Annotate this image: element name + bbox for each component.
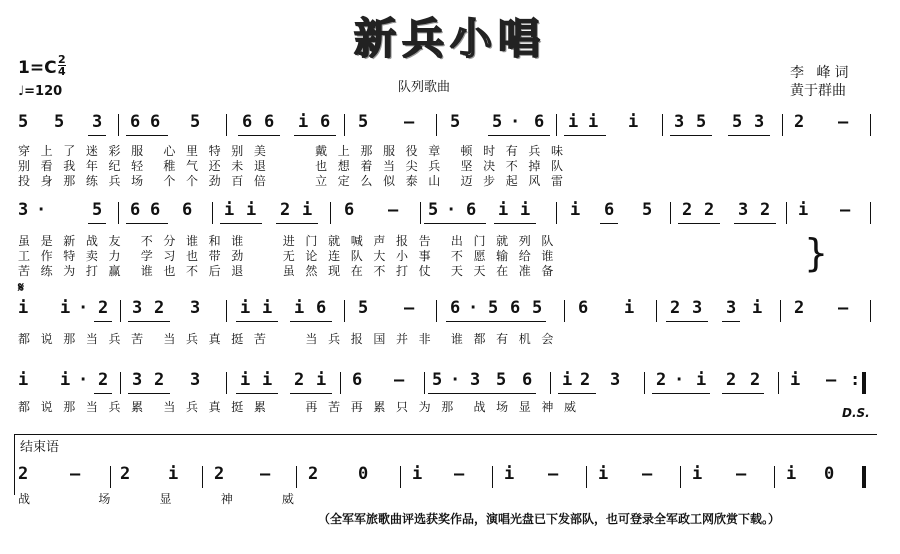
repeat-dots: :	[850, 370, 861, 390]
note: 6	[466, 200, 477, 220]
underline	[94, 393, 112, 394]
barline	[424, 372, 425, 394]
barline	[296, 466, 297, 488]
barline	[786, 202, 787, 224]
note: 5	[488, 298, 499, 318]
lyric-verse-3: 苦 练 为 打 赢 谁 也 不 后 退 虽 然 现 在 不 打 仗 天 天 在 准 备	[18, 264, 555, 278]
note: 5	[432, 370, 443, 390]
underline	[94, 321, 112, 322]
note: 5	[92, 200, 103, 220]
note: i	[692, 464, 703, 484]
key-signature: 1=C	[18, 58, 57, 78]
note: –	[642, 464, 653, 484]
underline	[126, 135, 168, 136]
lyric-verse-2: 别 看 我 年 纪 轻 稚 气 还 未 退 也 想 着 当 尖 兵 坚 决 不 掉 队	[18, 159, 564, 173]
note: 5	[428, 200, 439, 220]
note: 3	[132, 370, 143, 390]
note: i	[168, 464, 179, 484]
note: 6	[130, 112, 141, 132]
note: 6	[182, 200, 193, 220]
barline	[120, 372, 121, 394]
underline	[428, 393, 536, 394]
note: i	[786, 464, 797, 484]
note: –	[826, 370, 837, 390]
note: i	[752, 298, 763, 318]
underline	[558, 393, 596, 394]
note: i	[798, 200, 809, 220]
footnote: （全军军旅歌曲评选获奖作品，演唱光盘已下发部队，也可登录全军政工网欣赏下载。）	[318, 512, 781, 526]
barline	[344, 300, 345, 322]
barline	[778, 372, 779, 394]
note: 2	[280, 200, 291, 220]
note: 2	[580, 370, 591, 390]
note: 6	[344, 200, 355, 220]
barline	[110, 466, 111, 488]
note: i	[262, 298, 273, 318]
underline	[220, 223, 262, 224]
underline	[128, 321, 170, 322]
note: 2	[704, 200, 715, 220]
barline	[436, 114, 437, 136]
barline	[436, 300, 437, 322]
note: 6	[522, 370, 533, 390]
note: 5	[532, 298, 543, 318]
barline	[656, 300, 657, 322]
underline	[128, 393, 170, 394]
barline	[782, 114, 783, 136]
note: i	[790, 370, 801, 390]
note: i	[316, 370, 327, 390]
note: 2	[294, 370, 305, 390]
note: 6	[150, 112, 161, 132]
note: i	[412, 464, 423, 484]
note: 3	[92, 112, 103, 132]
augmentation-dot: ·	[36, 200, 47, 220]
note: 3	[738, 200, 749, 220]
lyric-verse-2: 工 作 特 卖 力 学 习 也 带 劲 无 论 连 队 大 小 事 不 愿 输 给 谁	[18, 249, 555, 263]
underline	[564, 135, 606, 136]
note: 6	[604, 200, 615, 220]
note: 3	[692, 298, 703, 318]
notation-line-1	[14, 112, 878, 136]
note: i	[18, 370, 29, 390]
underline	[488, 135, 550, 136]
barline	[118, 114, 119, 136]
note: –	[70, 464, 81, 484]
note: i	[294, 298, 305, 318]
underline	[294, 135, 336, 136]
note: –	[548, 464, 559, 484]
underline	[734, 223, 776, 224]
note: i	[598, 464, 609, 484]
song-genre: 队列歌曲	[398, 80, 451, 95]
meter-bottom: 4	[58, 65, 66, 78]
barline	[226, 372, 227, 394]
note: 2	[98, 298, 109, 318]
underline	[236, 321, 278, 322]
barline	[340, 372, 341, 394]
note: –	[838, 298, 849, 318]
note: i	[262, 370, 273, 390]
note: 2	[98, 370, 109, 390]
note: 2	[656, 370, 667, 390]
augmentation-dot: ·	[450, 370, 461, 390]
underline	[652, 393, 710, 394]
note: i	[570, 200, 581, 220]
repeat-barline	[862, 372, 866, 394]
barline	[564, 300, 565, 322]
barline	[344, 114, 345, 136]
note: i	[298, 112, 309, 132]
barline	[400, 466, 401, 488]
note: –	[404, 298, 415, 318]
augmentation-dot: ·	[78, 298, 89, 318]
note: 6	[316, 298, 327, 318]
note: i	[498, 200, 509, 220]
note: 2	[154, 370, 165, 390]
note: 2	[682, 200, 693, 220]
note: 2	[794, 112, 805, 132]
underline	[236, 393, 278, 394]
note: i	[504, 464, 515, 484]
note: i	[60, 298, 71, 318]
note: i	[224, 200, 235, 220]
barline	[492, 466, 493, 488]
note: 2	[760, 200, 771, 220]
note: 2	[726, 370, 737, 390]
note: 0	[358, 464, 369, 484]
note: 6	[130, 200, 141, 220]
barline	[556, 114, 557, 136]
note: –	[260, 464, 271, 484]
notation-line-4	[14, 370, 878, 394]
note: 5	[358, 298, 369, 318]
note: 2	[308, 464, 319, 484]
underline	[446, 321, 546, 322]
composer-credit: 黄于群曲	[790, 83, 846, 99]
note: 3	[754, 112, 765, 132]
barline	[662, 114, 663, 136]
note: 3	[18, 200, 29, 220]
note: 5	[496, 370, 507, 390]
note: 5	[18, 112, 29, 132]
underline	[670, 135, 712, 136]
lyricist-credit: 李 峰词	[790, 65, 853, 81]
barline	[644, 372, 645, 394]
barline	[226, 300, 227, 322]
note: i	[562, 370, 573, 390]
lyric-refrain-2: 都 说 那 当 兵 累 当 兵 真 挺 累 再 苦 再 累 只 为 那 战 场 显 神 威	[18, 400, 577, 414]
note: i	[18, 298, 29, 318]
brace-icon: }	[804, 231, 829, 275]
meter-top: 2	[58, 53, 66, 66]
lyric-verse-1: 穿 上 了 迷 彩 服 心 里 特 别 美 戴 上 那 服 役 章 顿 时 有 兵 味	[18, 144, 564, 158]
note: i	[696, 370, 707, 390]
note: 5	[492, 112, 503, 132]
barline	[670, 202, 671, 224]
note: 5	[450, 112, 461, 132]
note: 3	[190, 370, 201, 390]
song-title: 新兵小唱	[353, 14, 546, 63]
barline	[870, 300, 871, 322]
augmentation-dot: ·	[78, 370, 89, 390]
augmentation-dot: ·	[674, 370, 685, 390]
barline	[550, 372, 551, 394]
lyric-verse-3: 投 身 那 练 兵 场 个 个 劲 百 倍 立 定 么 似 泰 山 迈 步 起 风 雷	[18, 174, 564, 188]
note: i	[60, 370, 71, 390]
note: 6	[150, 200, 161, 220]
note: 6	[534, 112, 545, 132]
barline	[870, 202, 871, 224]
note: 6	[352, 370, 363, 390]
final-barline	[862, 466, 866, 488]
note: 5	[732, 112, 743, 132]
notation-line-2	[14, 200, 878, 224]
dal-segno-marking: D.S.	[842, 406, 870, 420]
note: i	[240, 370, 251, 390]
lyric-verse-1: 虽 是 新 战 友 不 分 谁 和 谁 进 门 就 喊 声 报 告 出 门 就 列 队	[18, 234, 555, 248]
underline	[722, 393, 764, 394]
underline	[276, 223, 318, 224]
underline	[290, 393, 332, 394]
note: –	[838, 112, 849, 132]
note: 2	[154, 298, 165, 318]
note: i	[240, 298, 251, 318]
note: 5	[696, 112, 707, 132]
note: 6	[578, 298, 589, 318]
underline	[666, 321, 708, 322]
note: 2	[750, 370, 761, 390]
note: i	[568, 112, 579, 132]
note: i	[302, 200, 313, 220]
note: –	[394, 370, 405, 390]
note: 6	[242, 112, 253, 132]
underline	[678, 223, 720, 224]
note: 3	[470, 370, 481, 390]
note: 5	[190, 112, 201, 132]
barline	[870, 114, 871, 136]
underline	[238, 135, 280, 136]
underline	[728, 135, 770, 136]
barline	[556, 202, 557, 224]
note: –	[840, 200, 851, 220]
note: 5	[358, 112, 369, 132]
note: 2	[214, 464, 225, 484]
barline	[330, 202, 331, 224]
lyric-coda: 战 场 显 神 威	[18, 492, 295, 506]
note: 6	[450, 298, 461, 318]
augmentation-dot: ·	[510, 112, 521, 132]
note: 3	[190, 298, 201, 318]
lyric-refrain-1: 都 说 那 当 兵 苦 当 兵 真 挺 苦 当 兵 报 国 并 非 谁 都 有 机 会	[18, 332, 555, 346]
barline	[680, 466, 681, 488]
notation-line-3	[14, 298, 878, 322]
note: 2	[670, 298, 681, 318]
note: 3	[726, 298, 737, 318]
note: 6	[264, 112, 275, 132]
augmentation-dot: ·	[446, 200, 457, 220]
augmentation-dot: ·	[468, 298, 479, 318]
note: –	[388, 200, 399, 220]
barline	[420, 202, 421, 224]
underline	[88, 223, 106, 224]
barline	[780, 300, 781, 322]
barline	[586, 466, 587, 488]
barline	[120, 300, 121, 322]
note: 0	[824, 464, 835, 484]
notation-coda	[14, 464, 878, 488]
barline	[118, 202, 119, 224]
note: 2	[794, 298, 805, 318]
barline	[202, 466, 203, 488]
note: 3	[610, 370, 621, 390]
underline	[88, 135, 106, 136]
note: 5	[642, 200, 653, 220]
note: 3	[674, 112, 685, 132]
note: i	[588, 112, 599, 132]
note: –	[404, 112, 415, 132]
note: 2	[18, 464, 29, 484]
underline	[722, 321, 740, 322]
note: i	[520, 200, 531, 220]
coda-label: 结束语	[20, 440, 60, 455]
note: i	[624, 298, 635, 318]
underline	[424, 223, 486, 224]
note: 2	[120, 464, 131, 484]
note: 3	[132, 298, 143, 318]
barline	[774, 466, 775, 488]
note: i	[628, 112, 639, 132]
note: 6	[510, 298, 521, 318]
note: –	[736, 464, 747, 484]
note: –	[454, 464, 465, 484]
barline	[212, 202, 213, 224]
note: i	[246, 200, 257, 220]
underline	[290, 321, 332, 322]
note: 6	[320, 112, 331, 132]
underline	[494, 223, 536, 224]
underline	[600, 223, 618, 224]
time-signature	[58, 54, 66, 77]
segno-icon: 𝄋	[18, 280, 25, 296]
barline	[226, 114, 227, 136]
tempo-marking: ♩=120	[18, 84, 63, 99]
underline	[126, 223, 168, 224]
note: 5	[54, 112, 65, 132]
